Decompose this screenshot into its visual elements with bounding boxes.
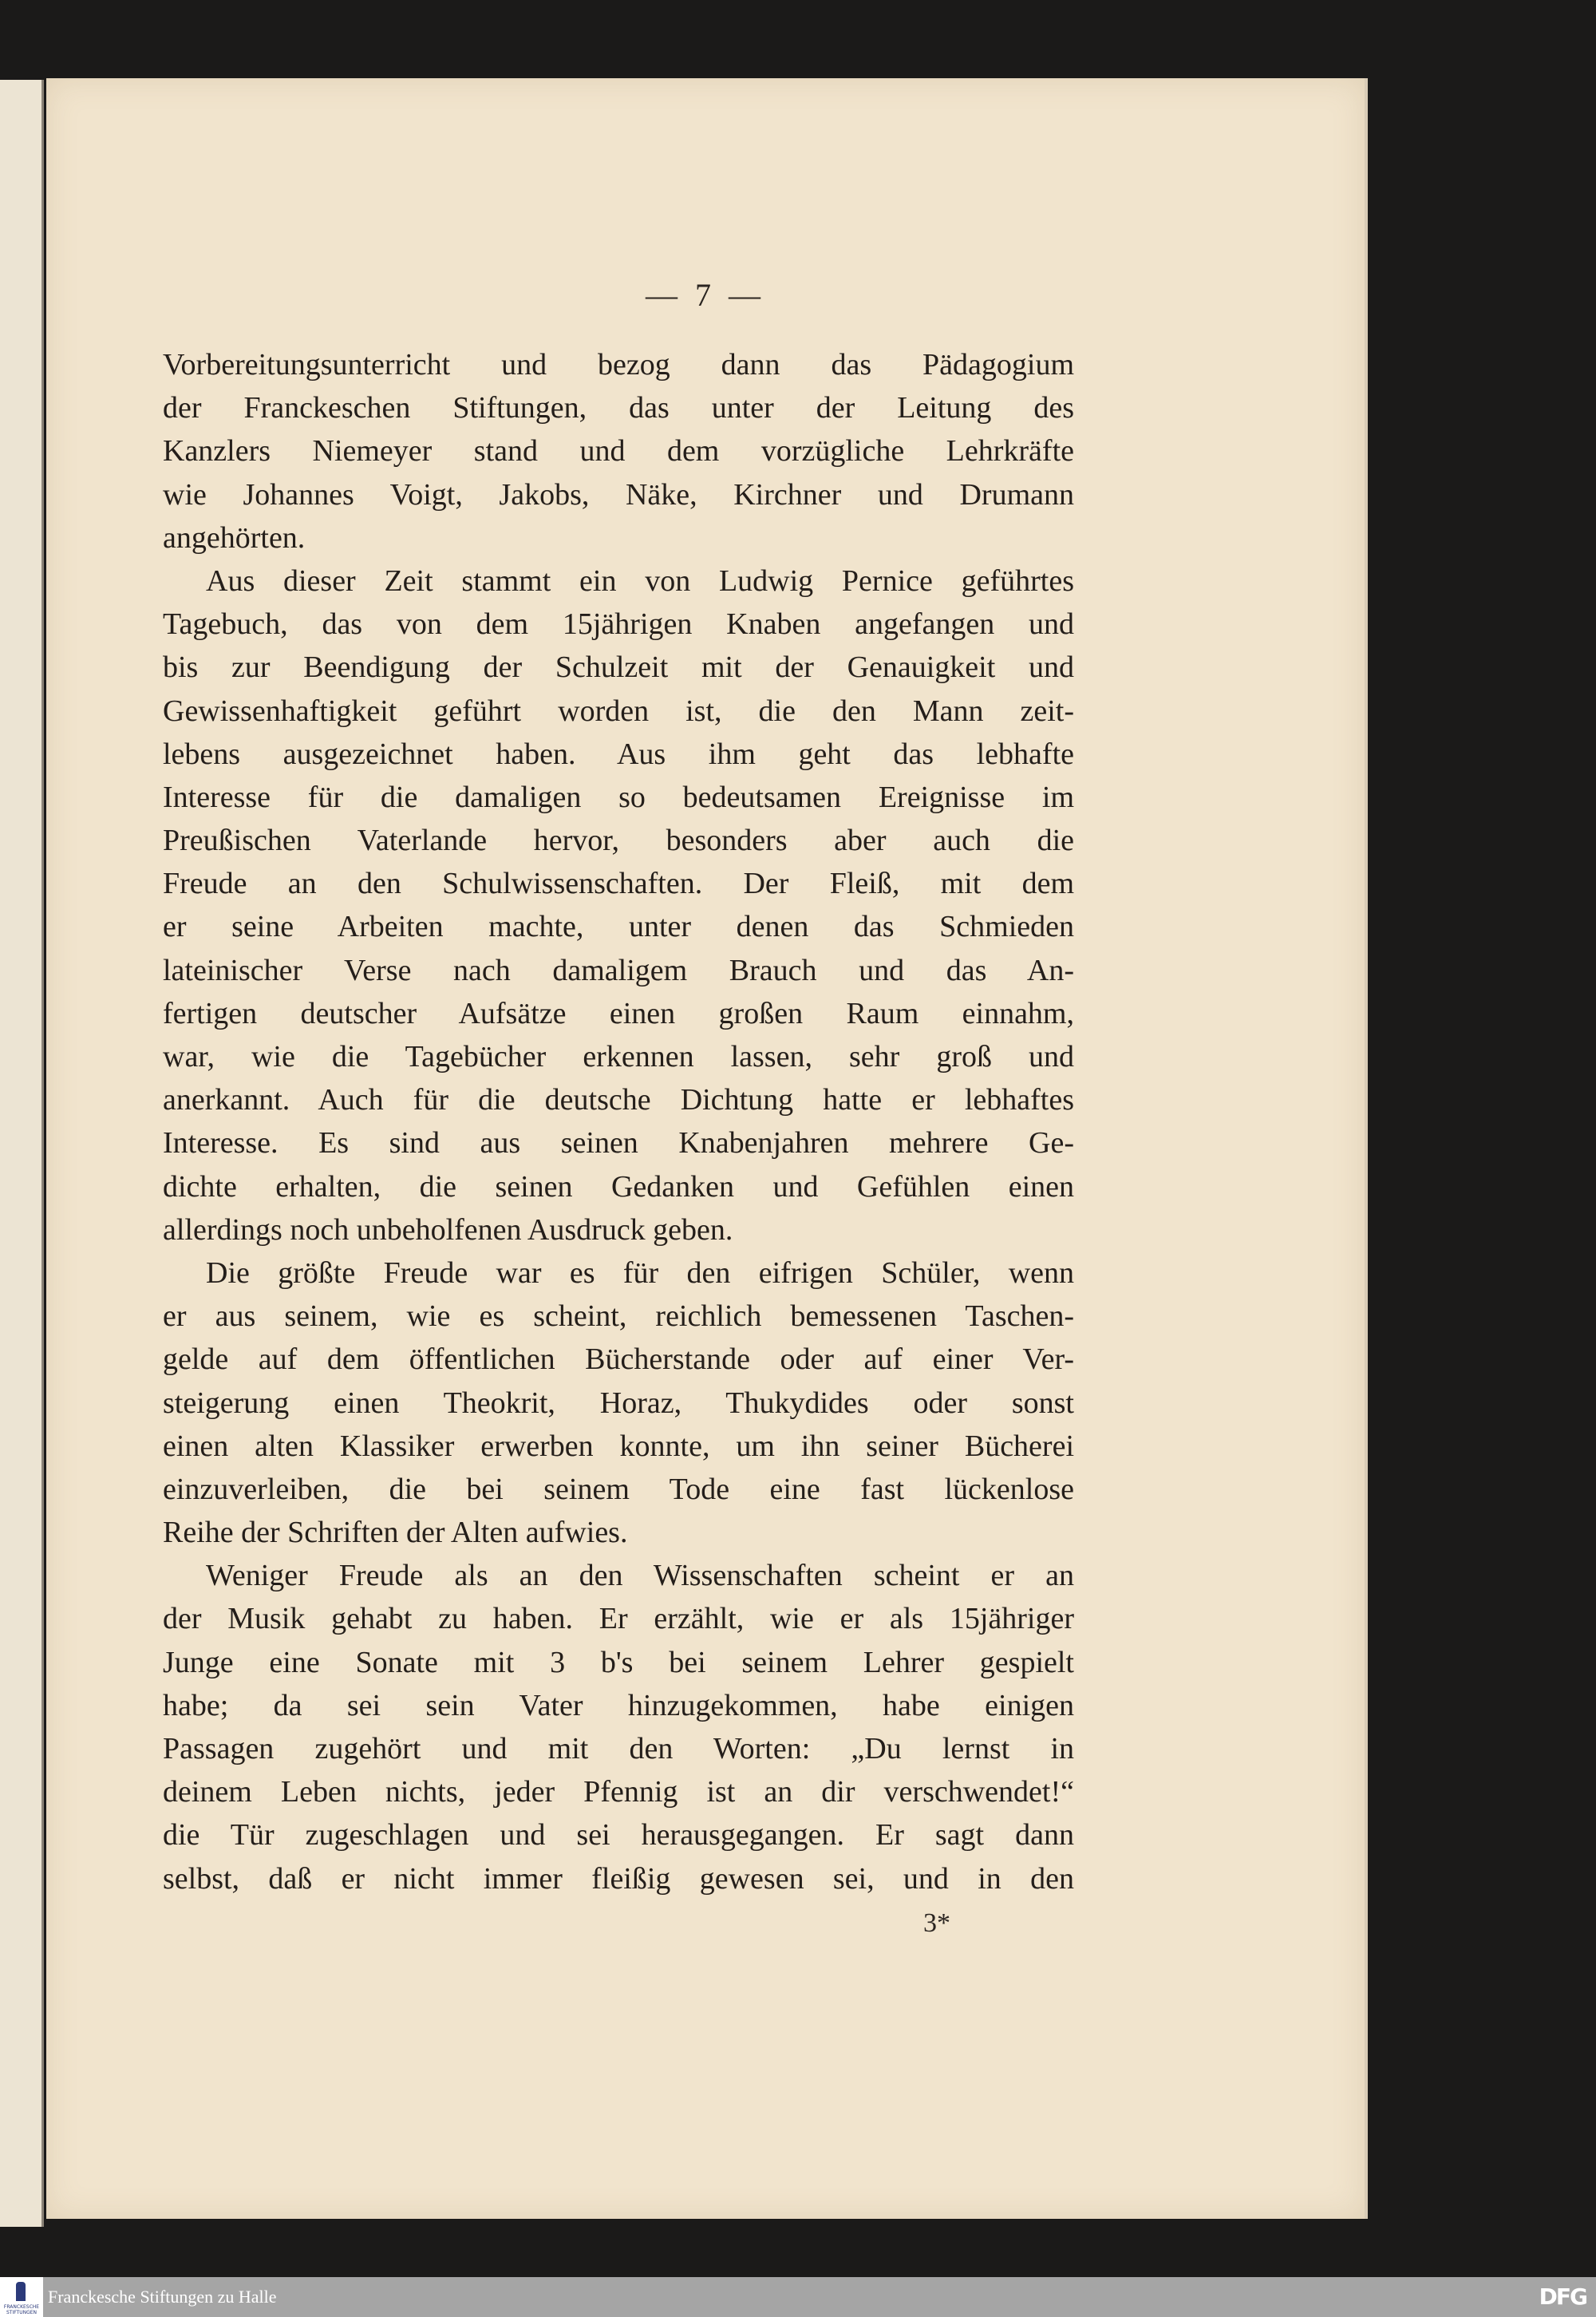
institution-name[interactable]: Franckesche Stiftungen zu Halle (48, 2287, 277, 2307)
dfg-logo[interactable]: DFG (1539, 2283, 1586, 2310)
footer-bar (0, 2277, 1596, 2317)
text-line: einzuverleiben, die bei seinem Tode eine fast lückenlose (163, 1472, 1074, 1506)
text-line: wie Johannes Voigt, Jakobs, Näke, Kirchner und Drumann (163, 477, 1074, 512)
text-line: Kanzlers Niemeyer stand und dem vorzügliche Lehrkräfte (163, 434, 1074, 469)
text-line: angehörten. (163, 520, 306, 555)
text-line: einen alten Klassiker erwerben konnte, um ihn seiner Bücherei (163, 1429, 1074, 1463)
text-line: selbst, daß er nicht immer fleißig gewesen sei, und in den (163, 1861, 1074, 1896)
text-line: der Musik gehabt zu haben. Er erzählt, wie er als 15jähriger (163, 1602, 1074, 1636)
text-line: Freude an den Schulwissenschaften. Der Fleiß, mit dem (163, 867, 1074, 901)
text-line: Interesse für die damaligen so bedeutsamen Ereignisse im (163, 780, 1074, 814)
text-line: bis zur Beendigung der Schulzeit mit der Genauigkeit und (163, 650, 1074, 685)
text-line: dichte erhalten, die seinen Gedanken und Gefühlen einen (163, 1169, 1074, 1204)
text-line: lebens ausgezeichnet haben. Aus ihm geht das lebhafte (163, 737, 1074, 771)
page-text (163, 343, 1074, 1900)
text-line: habe; da sei sein Vater hinzugekommen, habe einigen (163, 1688, 1074, 1722)
book-page (46, 78, 1368, 2219)
text-line: der Franckeschen Stiftungen, das unter der Leitung des (163, 391, 1074, 425)
text-line: Gewissenhaftigkeit geführt worden ist, die den Mann zeit- (163, 694, 1074, 728)
text-line: die Tür zugeschlagen und sei herausgegangen. Er sagt dann (163, 1818, 1074, 1852)
text-line: steigerung einen Theokrit, Horaz, Thukydides oder sonst (163, 1386, 1074, 1420)
text-line: Reihe der Schriften der Alten aufwies. (163, 1516, 628, 1550)
institution-logo[interactable] (0, 2277, 43, 2317)
text-line: lateinischer Verse nach damaligem Brauch und das An- (163, 953, 1074, 987)
logo-text: FRANCKESCHE STIFTUNGEN (3, 2304, 40, 2315)
text-line: Interesse. Es sind aus seinen Knabenjahren mehrere Ge- (163, 1126, 1074, 1160)
text-line: deinem Leben nichts, jeder Pfennig ist an dir verschwendet!“ (163, 1775, 1074, 1809)
page-number: — 7 — (646, 277, 765, 313)
text-line: Junge eine Sonate mit 3 b's bei seinem Lehrer gespielt (163, 1645, 1074, 1679)
text-line: Aus dieser Zeit stammt ein von Ludwig Pernice geführtes (206, 563, 1074, 598)
text-line: fertigen deutscher Aufsätze einen großen Raum einnahm, (163, 996, 1074, 1030)
text-line: Die größte Freude war es für den eifrigen Schüler, wenn (206, 1255, 1074, 1290)
signature-mark: 3* (923, 1908, 950, 1938)
text-line: Vorbereitungsunterricht und bezog dann das Pädagogium (163, 348, 1074, 382)
text-line: allerdings noch unbeholfenen Ausdruck geben. (163, 1212, 733, 1247)
text-line: anerkannt. Auch für die deutsche Dichtung hatte er lebhaftes (163, 1083, 1074, 1117)
text-line: Weniger Freude als an den Wissenschaften scheint er an (206, 1559, 1074, 1593)
text-line: er aus seinem, wie es scheint, reichlich bemessenen Taschen- (163, 1299, 1074, 1334)
previous-page-edge (0, 80, 44, 2227)
text-line: gelde auf dem öffentlichen Bücherstande oder auf einer Ver- (163, 1342, 1074, 1377)
text-line: Tagebuch, das von dem 15jährigen Knaben angefangen und (163, 607, 1074, 642)
text-line: Preußischen Vaterlande hervor, besonders aber auch die (163, 824, 1074, 858)
text-line: war, wie die Tagebücher erkennen lassen, sehr groß und (163, 1040, 1074, 1073)
text-line: er seine Arbeiten machte, unter denen das Schmieden (163, 910, 1074, 944)
logo-figure-icon (16, 2282, 26, 2301)
text-line: Passagen zugehört und mit den Worten: „Du lernst in (163, 1732, 1074, 1765)
